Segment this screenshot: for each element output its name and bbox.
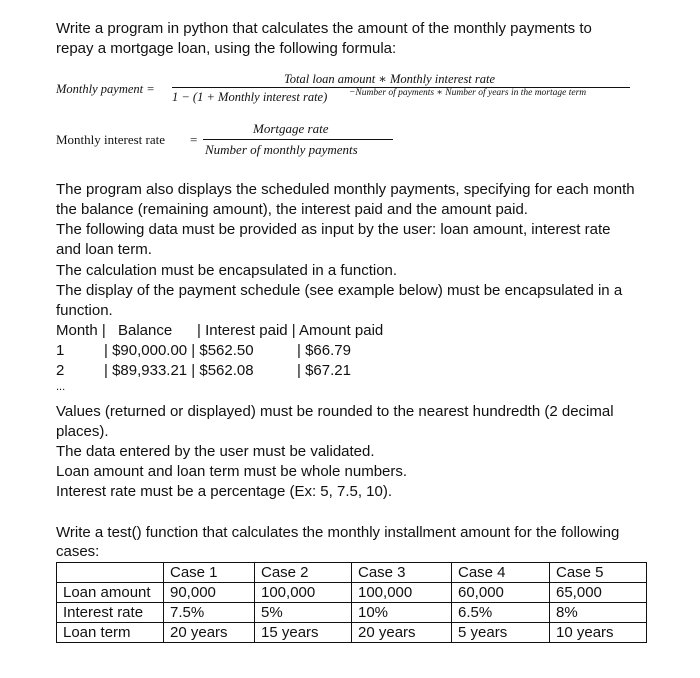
table-header-cell: Case 1	[164, 563, 255, 583]
table-cell: 5%	[255, 603, 352, 623]
body-line: The program also displays the scheduled monthly payments, specifying for each month	[56, 181, 635, 198]
intro-line-2: repay a mortgage loan, using the following formula:	[56, 40, 397, 57]
table-cell: 100,000	[352, 583, 452, 603]
rule-line: Values (returned or displayed) must be rounded to the nearest hundredth (2 decimal	[56, 403, 614, 420]
table-header-cell: Case 5	[550, 563, 647, 583]
body-line: function.	[56, 302, 113, 319]
formula2-lhs: Monthly interest rate	[56, 132, 166, 147]
table-header-cell: Case 3	[352, 563, 452, 583]
table-row-label: Loan term	[57, 623, 164, 643]
table-cell: 7.5%	[164, 603, 255, 623]
formula1-denominator: 1 − (1 + Monthly interest rate)	[172, 90, 328, 104]
schedule-header-month: Month |	[56, 322, 106, 339]
table-cell: 15 years	[255, 623, 352, 643]
body-line: and loan term.	[56, 241, 152, 258]
body-line: The following data must be provided as input by the user: loan amount, interest rate	[56, 221, 611, 238]
formula2-equals: =	[190, 132, 198, 147]
table-row-label: Interest rate	[57, 603, 164, 623]
table-cell: 100,000	[255, 583, 352, 603]
table-header-cell: Case 4	[452, 563, 550, 583]
table-cell: 6.5%	[452, 603, 550, 623]
intro-line-1: Write a program in python that calculates the amount of the monthly payments to	[56, 20, 592, 37]
schedule-row-values: | $90,000.00 | $562.50	[104, 342, 254, 359]
body-line: the balance (remaining amount), the interest paid and the amount paid.	[56, 201, 528, 218]
schedule-header-rest: | Interest paid | Amount paid	[197, 322, 384, 339]
rule-line: places).	[56, 423, 109, 440]
table-header-cell	[57, 563, 164, 583]
rule-line: The data entered by the user must be validated.	[56, 443, 375, 460]
table-row	[57, 583, 647, 603]
body-line: The calculation must be encapsulated in a function.	[56, 262, 398, 279]
table-header-row	[57, 563, 647, 583]
table-cell: 60,000	[452, 583, 550, 603]
table-row	[57, 623, 647, 643]
test-line: cases:	[56, 543, 100, 560]
test-cases-table	[56, 562, 647, 643]
table-cell: 65,000	[550, 583, 647, 603]
schedule-header-balance: Balance	[118, 322, 173, 339]
table-cell: 8%	[550, 603, 647, 623]
schedule-row-values: | $89,933.21 | $562.08	[104, 362, 254, 379]
formula2-denominator: Number of monthly payments	[205, 142, 358, 157]
table-cell: 10%	[352, 603, 452, 623]
table-header-cell: Case 2	[255, 563, 352, 583]
rule-line: Loan amount and loan term must be whole numbers.	[56, 463, 408, 480]
table-cell: 20 years	[164, 623, 255, 643]
schedule-row-amount: | $67.21	[297, 362, 351, 379]
body-line: The display of the payment schedule (see example below) must be encapsulated in a	[56, 282, 623, 299]
formula1-numerator: Total loan amount ∗ Monthly interest rate	[284, 72, 496, 86]
formula2-fraction-bar	[203, 139, 393, 140]
table-cell: 10 years	[550, 623, 647, 643]
test-line: Write a test() function that calculates the monthly installment amount for the following	[56, 524, 620, 541]
table-row-label: Loan amount	[57, 583, 164, 603]
schedule-row-month: 1	[56, 342, 65, 359]
table-row	[57, 603, 647, 623]
schedule-ellipsis: ...	[56, 381, 66, 393]
table-cell: 90,000	[164, 583, 255, 603]
rule-line: Interest rate must be a percentage (Ex: 5, 7.5, 10).	[56, 483, 393, 500]
table-cell: 5 years	[452, 623, 550, 643]
table-cell: 20 years	[352, 623, 452, 643]
formula1-exponent: −Number of payments ∗ Number of years in the mortage term	[349, 88, 587, 98]
formula2-numerator: Mortgage rate	[253, 121, 329, 136]
schedule-row-month: 2	[56, 362, 65, 379]
formula1-lhs: Monthly payment =	[56, 82, 155, 96]
schedule-row-amount: | $66.79	[297, 342, 351, 359]
